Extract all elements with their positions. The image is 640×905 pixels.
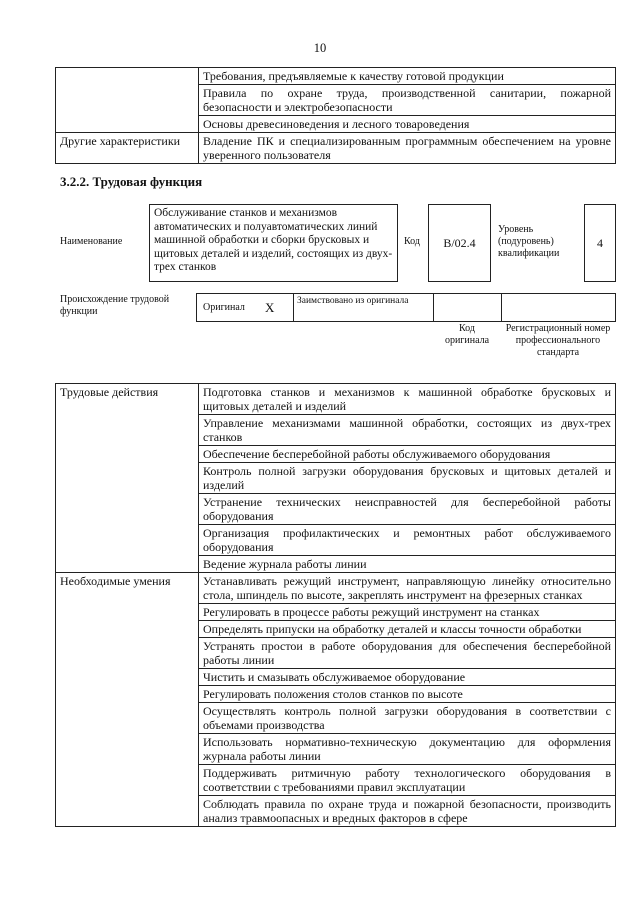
borrowed-label: Заимствовано из оригинала: [297, 296, 409, 306]
labor-action: Организация профилактических и ремонтных работ обслуживаемого оборудования: [199, 525, 616, 556]
table-row: [56, 573, 616, 604]
original-label: Оригинал: [203, 302, 245, 313]
required-skill: Использовать нормативно-техническую документацию для оформления журнала работы линии: [199, 734, 616, 765]
level-value: 4: [597, 235, 603, 250]
original-mark: X: [265, 300, 275, 315]
row-label: Другие характеристики: [56, 133, 199, 164]
required-skill: Регулировать в процессе работы режущий инструмент на станках: [199, 604, 616, 621]
table-row: [56, 133, 616, 164]
table-row: [56, 384, 616, 415]
origin-divider: [501, 294, 502, 321]
code-value: B/02.4: [443, 235, 476, 250]
row-text: Владение ПК и специализированным программным обеспечением на уровне уверенного пользователя: [199, 133, 616, 164]
labor-function-table: [55, 383, 616, 827]
code-box: [428, 204, 491, 282]
origin-box: [196, 293, 616, 322]
required-skill: Регулировать положения столов станков по высоте: [199, 686, 616, 703]
row-text: Основы древесиноведения и лесного товароведения: [199, 116, 616, 133]
required-skill: Устранять простои в работе оборудования для обеспечения бесперебойной работы линии: [199, 638, 616, 669]
labor-action: Обеспечение бесперебойной работы обслуживаемого оборудования: [199, 446, 616, 463]
labor-action: Устранение технических неисправностей для бесперебойной работы оборудования: [199, 494, 616, 525]
level-label: Уровень (подуровень) квалификации: [498, 224, 560, 259]
row-text: Требования, предъявляемые к качеству готовой продукции: [199, 68, 616, 85]
level-box: [584, 204, 616, 282]
required-skill: Соблюдать правила по охране труда и пожарной безопасности, производить анализ травмоопасных и вредных факторов в сфере: [199, 796, 616, 827]
labor-action: Подготовка станков и механизмов к машинной обработке брусковых и щитовых деталей и изделий: [199, 384, 616, 415]
required-skill: Определять припуски на обработку деталей и классы точности обработки: [199, 621, 616, 638]
knowledge-table: [55, 67, 616, 164]
required-skill: Поддерживать ритмичную работу технологического оборудования в соответствии с требованиями правил эксплуатации: [199, 765, 616, 796]
group-label: Трудовые действия: [56, 384, 199, 573]
labor-action: Управление механизмами машинной обработки, состоящих из двух-трех станков: [199, 415, 616, 446]
row-label: [56, 85, 199, 116]
table-row: [56, 85, 616, 116]
required-skill: Чистить и смазывать обслуживаемое оборудование: [199, 669, 616, 686]
origin-label: Происхождение трудовой функции: [60, 294, 170, 317]
code-caption: Код оригинала: [444, 323, 490, 346]
origin-divider: [293, 294, 294, 321]
table-row: [56, 116, 616, 133]
required-skill: Осуществлять контроль полной загрузки оборудования в соответствии с объемами производства: [199, 703, 616, 734]
required-skill: Устанавливать режущий инструмент, направляющую линейку относительно стола, шпиндель по высоте, закреплять инструмент на фрезерных станках: [199, 573, 616, 604]
origin-divider: [433, 294, 434, 321]
name-label: Наименование: [60, 236, 123, 247]
row-label: [56, 68, 199, 85]
row-text: Правила по охране труда, производственной санитарии, пожарной безопасности и электробезопасности: [199, 85, 616, 116]
function-name: Обслуживание станков и механизмов автоматических и полуавтоматических линий машинной обработки и сборки брусковых и щитовых деталей и изделий, состоящих из двух-трех станков: [154, 207, 393, 273]
page-number: 10: [313, 41, 327, 55]
section-heading: 3.2.2. Трудовая функция: [60, 174, 203, 189]
labor-action: Контроль полной загрузки оборудования брусковых и щитовых деталей и изделий: [199, 463, 616, 494]
table-row: [56, 68, 616, 85]
row-label: [56, 116, 199, 133]
labor-action: Ведение журнала работы линии: [199, 556, 616, 573]
group-label: Необходимые умения: [56, 573, 199, 827]
reg-caption: Регистрационный номер профессионального стандарта: [505, 323, 611, 358]
function-name-box: [149, 204, 398, 282]
code-label: Код: [404, 236, 420, 247]
